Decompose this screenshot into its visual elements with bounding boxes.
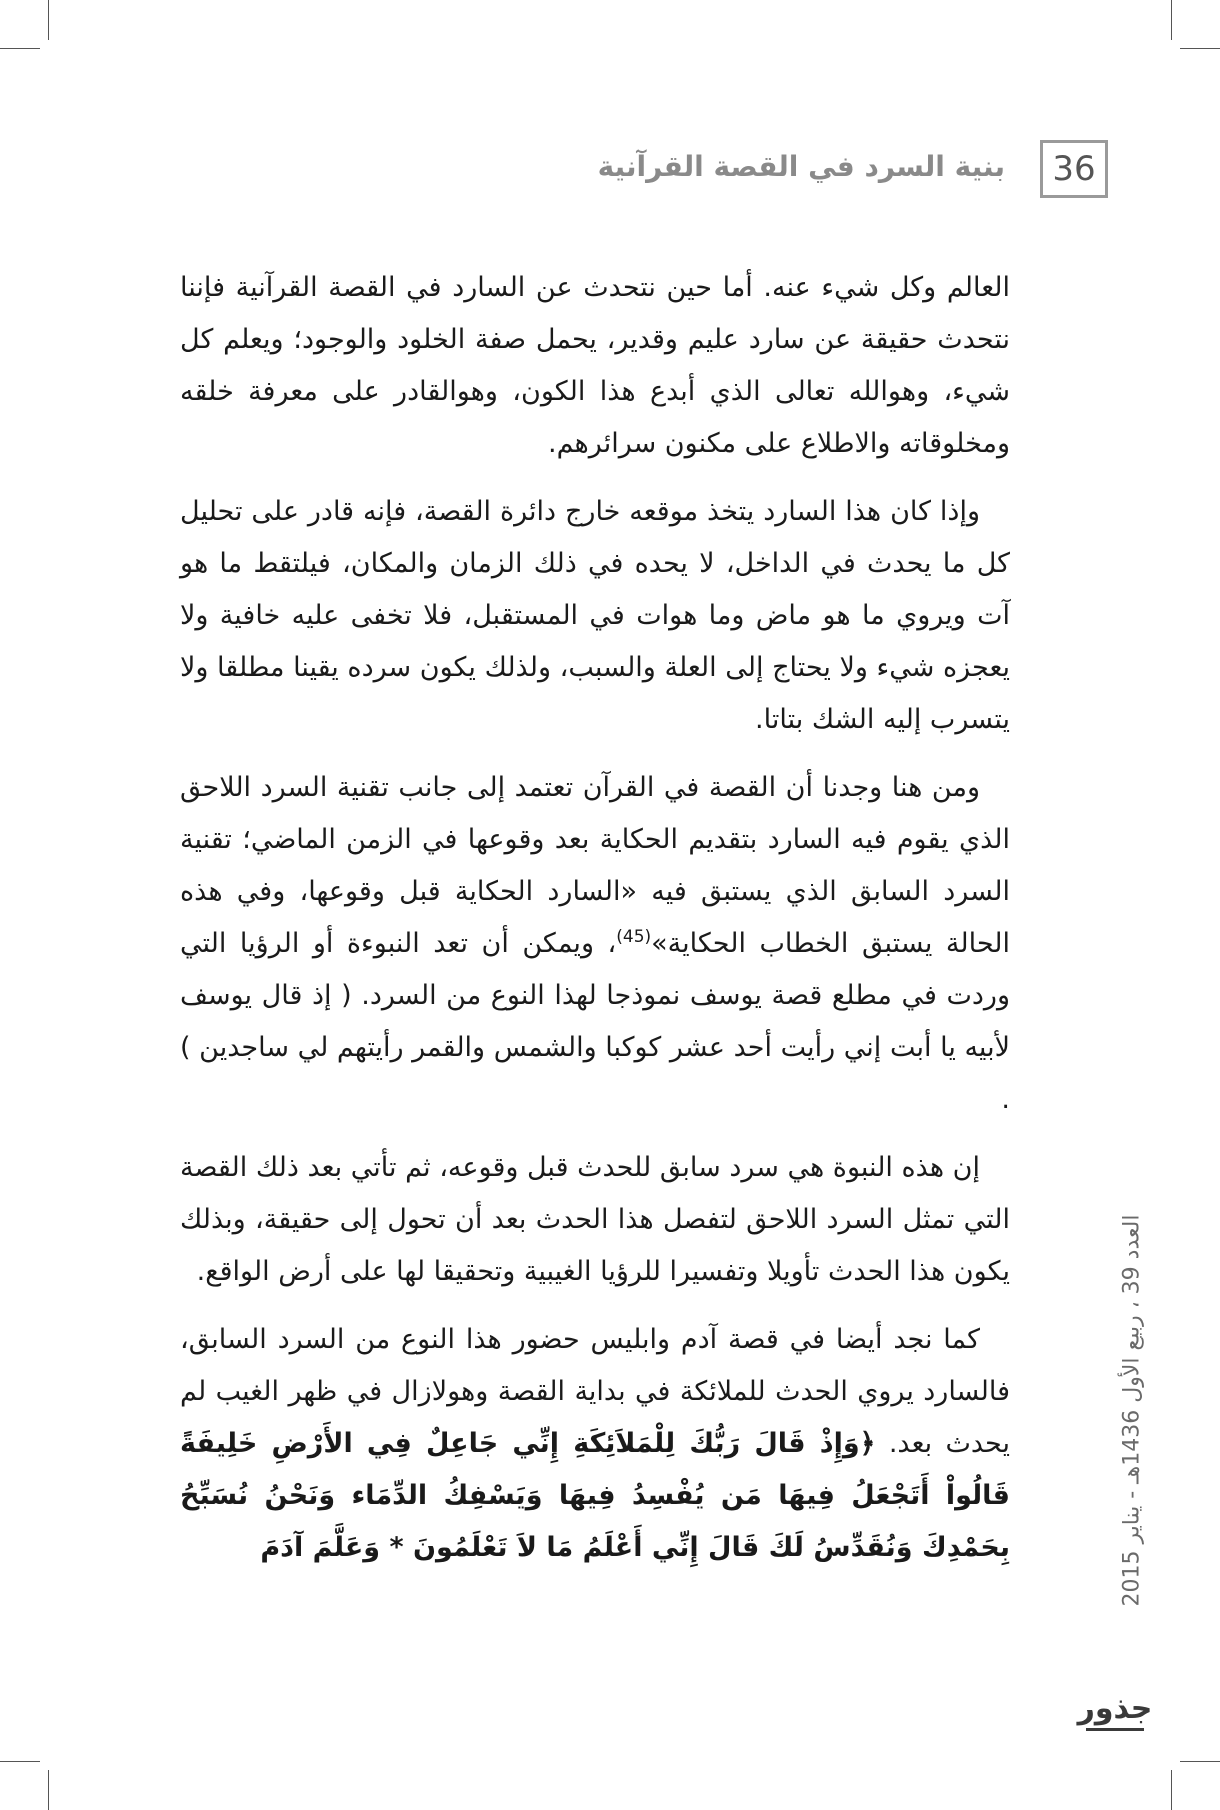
- paragraph-text: ومن هنا وجدنا أن القصة في القرآن تعتمد إلى جانب تقنية السرد اللاحق الذي يقوم فيه السارد بتقديم الحكاية بعد وقوعها في الزمن الماضي؛ تقنية السرد السابق الذي يستبق فيه «السارد الحكاية قبل وقوعها، وفي هذه الحالة يستبق الخطاب الحكاية»: [180, 772, 1010, 959]
- crop-mark: [1180, 1761, 1220, 1762]
- quran-verse: ﴿وَإِذْ قَالَ رَبُّكَ لِلْمَلاَئِكَةِ إِنِّي جَاعِلٌ فِي الأَرْضِ خَلِيفَةً قَالُواْ أَتَجْعَلُ فِيهَا مَن يُفْسِدُ فِيهَا وَيَسْفِكُ الدِّمَاء وَنَحْنُ نُسَبِّحُ بِحَمْدِكَ وَنُقَدِّسُ لَكَ قَالَ إِنِّي أَعْلَمُ مَا لاَ تَعْلَمُونَ * وَعَلَّمَ آدَمَ: [180, 1428, 1010, 1563]
- paragraph: [180, 1314, 1010, 1574]
- paragraph: العالم وكل شيء عنه. أما حين نتحدث عن السارد في القصة القرآنية فإننا نتحدث حقيقة عن سارد عليم وقدير، يحمل صفة الخلود والوجود؛ ويعلم كل شيء، وهوالله تعالى الذي أبدع هذا الكون، وهوالقادر على معرفة خلقه ومخلوقاته والاطلاع على مكنون سرائرهم.: [180, 272, 1010, 459]
- article-body: [180, 262, 1010, 1590]
- crop-mark: [0, 1761, 40, 1762]
- journal-logo: جذور: [1086, 1688, 1144, 1731]
- paragraph: [180, 762, 1010, 1126]
- paragraph-text: ، ويمكن أن تعد النبوءة أو الرؤيا التي وردت في مطلع قصة يوسف نموذجا لهذا النوع من السرد. ( إذ قال يوسف لأبيه يا أبت إني رأيت أحد عشر كوكبا والشمس والقمر رأيتهم لي ساجدين ) .: [180, 928, 1010, 1115]
- paragraph: وإذا كان هذا السارد يتخذ موقعه خارج دائرة القصة، فإنه قادر على تحليل كل ما يحدث في الداخل، لا يحده في ذلك الزمان والمكان، فيلتقط ما هو آت ويروي ما هو ماض وما هوات في المستقبل، فلا تخفى عليه خافية ولا يعجزه شيء ولا يحتاج إلى العلة والسبب، ولذلك يكون سرده يقينا مطلقا ولا يتسرب إليه الشك بتاتا.: [180, 496, 1010, 735]
- paragraph: إن هذه النبوة هي سرد سابق للحدث قبل وقوعه، ثم تأتي بعد ذلك القصة التي تمثل السرد اللاحق لتفصل هذا الحدث بعد أن تحول إلى حقيقة، وبذلك يكون هذا الحدث تأويلا وتفسيرا للرؤيا الغيبية وتحقيقا لها على أرض الواقع.: [180, 1152, 1010, 1287]
- crop-mark: [1180, 48, 1220, 49]
- crop-mark: [1171, 0, 1172, 40]
- crop-mark: [48, 1770, 49, 1810]
- crop-mark: [0, 48, 40, 49]
- issue-info: العدد 39 ، ربيع الأول 1436هـ - يناير 2015: [1119, 1214, 1145, 1606]
- running-title: بنية السرد في القصة القرآنية: [597, 150, 1005, 183]
- page-number: 36: [1040, 140, 1108, 198]
- crop-mark: [48, 0, 49, 40]
- issue-info-sidebar: [1110, 1150, 1154, 1670]
- paragraph-text: كما نجد أيضا في قصة آدم وابليس حضور هذا النوع من السرد السابق، فالسارد يروي الحدث للملائكة في بداية القصة وهولازال في ظهر الغيب لم يحدث بعد.: [180, 1324, 1010, 1459]
- footnote-reference: (45): [616, 927, 652, 947]
- crop-mark: [1171, 1770, 1172, 1810]
